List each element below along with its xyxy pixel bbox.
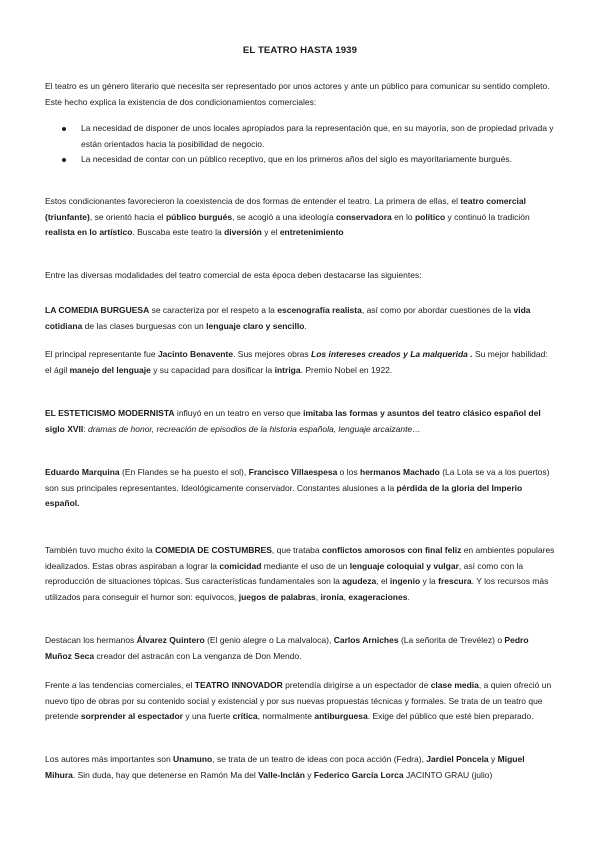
paragraph-autores: Los autores más importantes son Unamuno, se trata de un teatro de ideas con poca acción (Fedra), Jardiel Poncela y Miguel Mihura. Sin duda, hay que detenerse en Ramón Ma del Valle-Inclán y Federico García Lorca JACINTO GRAU (julio) [45,754,525,780]
paragraph-marquina: Eduardo Marquina (En Flandes se ha puesto el sol), Francisco Villaespesa o los hermanos Machado (La Lola se va a los puertos) son sus principales representantes. Ideológicamente conservador. Constantes alusiones a la pérdida de la gloria del Imperio español. [45,467,550,508]
paragraph-comedia-burguesa: LA COMEDIA BURGUESA se caracteriza por el respeto a la escenografía realista, así como por abordar cuestiones de la vida cotidiana de las clases burguesas con un lenguaje claro y sencillo. [45,305,531,331]
conditions-list [45,121,555,168]
paragraph-esteticismo: EL ESTETICISMO MODERNISTA influyó en un teatro en verso que imitaba las formas y asuntos del teatro clásico español del siglo XVII: dramas de honor, recreación de episodios de la historia española, lenguaje arcaizante… [45,408,541,434]
bullet-icon [62,127,66,131]
paragraph-teatro-innovador: Frente a las tendencias comerciales, el TEATRO INNOVADOR pretendía dirigirse a un espectador de clase media, a quien ofreció un nuevo tipo de obras por su contenido social y existencial y por sus nuevas propuestas técnicas y formales. Se trata de un teatro que pretende sorprender al espectador y una fuerte crítica, normalmente antiburguesa. Exige del público que esté bien preparado. [45,680,552,721]
paragraph-quintero: Destacan los hermanos Álvarez Quintero (El genio alegre o La malvaloca), Carlos Arniches (La señorita de Trevélez) o Pedro Muñoz Seca creador del astracán con La venganza de Don Mendo. [45,635,529,661]
paragraph-modalidades: Entre las diversas modalidades del teatro comercial de esta época deben destacarse las siguientes: [45,270,422,280]
list-item: La necesidad de disponer de unos locales apropiados para la representación que, en su mayoría, son de propiedad privada y están orientados hacia la posibilidad de negocio. [45,121,555,152]
paragraph-teatro-comercial: Estos condicionantes favorecieron la coexistencia de dos formas de entender el teatro. La primera de ellas, el teatro comercial (triunfante), se orientó hacia el público burgués, se acogió a una ideología conservadora en lo político y continuó la tradición realista en lo artístico. Buscaba este teatro la diversión y el entretenimiento [45,196,530,237]
page-title: EL TEATRO HASTA 1939 [242,45,358,56]
paragraph-comedia-costumbres: También tuvo mucho éxito la COMEDIA DE COSTUMBRES, que trataba conflictos amorosos con final feliz en ambientes populares idealizados. Estas obras aspiraban a lograr la comicidad mediante el uso de un lenguaje coloquial y vulgar, así como con la reproducción de situaciones tópicas. Sus características fundamentales son la agudeza, el ingenio y la frescura. Y los recursos más utilizados para conseguir el humor son: equívocos, juegos de palabras, ironía, exageraciones. [45,545,555,602]
bullet-icon [62,158,66,162]
paragraph-benavente: El principal representante fue Jacinto Benavente. Sus mejores obras Los intereses creados y La malquerida . Su mejor habilidad: el ágil manejo del lenguaje y su capacidad para dosificar la intriga. Premio Nobel en 1922. [45,349,548,375]
intro-paragraph: El teatro es un género literario que necesita ser representado por unos actores y ante un público para comunicar su sentido completo. Este hecho explica la existencia de dos condicionamientos comerciales: [45,81,550,107]
list-item: La necesidad de contar con un público receptivo, que en los primeros años del siglo es mayoritariamente burgués. [45,152,555,168]
